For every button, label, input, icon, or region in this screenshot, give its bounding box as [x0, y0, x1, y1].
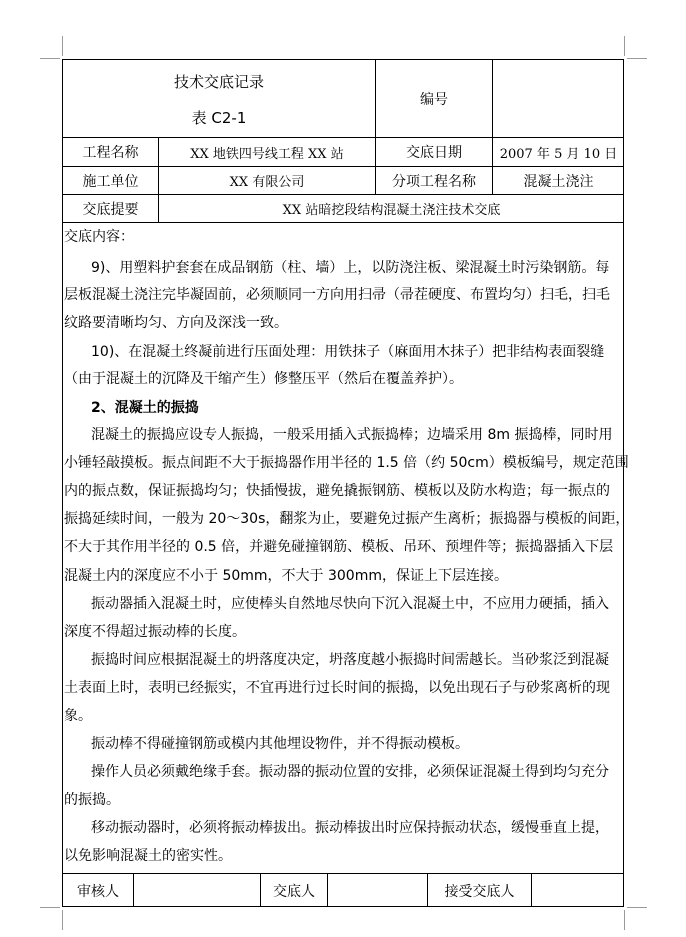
content-line: 以免影响混凝土的密实性。: [64, 848, 232, 864]
project-name-label: 工程名称: [82, 145, 139, 161]
disclosure-form: [62, 59, 630, 907]
content-line: 振动棒不得碰撞钢筋或模内其他埋设物件，并不得振动模板。: [91, 736, 469, 752]
reviewer-label: 审核人: [77, 883, 119, 900]
form-title: 技术交底记录: [173, 72, 264, 91]
number-value[interactable]: [493, 60, 624, 137]
unit-label: 施工单位: [82, 173, 139, 190]
content-line: 小锤轻敲摸板。振点间距不大于振捣器作用半径的 1.5 倍（约 50cm）模板编号，规定范围: [64, 455, 629, 471]
content-label: 交底内容：: [64, 229, 134, 245]
summary-text: XX 站暗挖段结构混凝土浇注技术交底: [282, 203, 501, 218]
number-label: 编号: [420, 91, 448, 108]
content-line: 振捣时间应根据混凝土的坍落度决定，坍落度越小振捣时间需越长。当砂浆泛到混凝: [91, 652, 609, 668]
content-line: 混凝土内的深度应不小于 50mm，不大于 300mm，保证上下层连接。: [64, 568, 508, 584]
discloser-signature[interactable]: [328, 874, 427, 907]
summary-label: 交底提要: [82, 201, 139, 218]
section-heading: 2、混凝土的振捣: [91, 400, 199, 416]
content-line: 移动振动器时，必须将振动棒拔出。振动棒拔出时应保持振动状态，缓慢垂直上提，: [91, 820, 609, 836]
content-line: 内的振点数，保证振捣均匀；快插慢拔，避免撬振钢筋、模板以及防水构造；每一振点的: [64, 483, 610, 499]
subproject-label: 分项工程名称: [392, 173, 476, 190]
construction-unit: XX 有限公司: [229, 175, 305, 190]
form-number: 表 C2-1: [191, 108, 247, 127]
date-label: 交底日期: [406, 145, 462, 161]
crop-mark: [627, 58, 647, 59]
content-line: 振捣延续时间，一般为 20～30s，翻浆为止，要避免过振产生离析；振捣器与模板的间距，: [64, 511, 630, 527]
project-name: XX 地铁四号线工程 XX 站: [190, 146, 344, 162]
content-line: 9)、用塑料护套套在成品钢筋（柱、墙）上，以防浇注板、梁混凝土时污染钢筋。每: [91, 260, 610, 276]
receiver-signature[interactable]: [532, 874, 624, 907]
content-line: 混凝土的振捣应设专人振捣，一般采用插入式振捣棒；边墙采用 8m 振捣棒，同时用: [91, 427, 613, 443]
content-line: 纹路要清晰均匀、方向及深浅一致。: [64, 315, 288, 331]
content-line: 不大于其作用半径的 0.5 倍，并避免碰撞钢筋、模板、吊环、预埋件等；振捣器插入下层: [64, 539, 614, 555]
content-line: 层板混凝土浇注完毕凝固前，必须顺同一方向用扫帚（帚茬硬度、布置均匀）扫毛，扫毛: [64, 287, 610, 303]
discloser-label: 交底人: [273, 883, 315, 900]
crop-mark: [624, 910, 625, 930]
disclosure-date: 2007 年 5 月 10 日: [499, 146, 618, 162]
crop-mark: [627, 907, 647, 908]
content-line: 象。: [64, 708, 92, 724]
crop-mark: [62, 36, 63, 56]
content-line: 操作人员必须戴绝缘手套。振动器的振动位置的安排，必须保证混凝土得到均匀充分: [91, 764, 609, 780]
content-line: 土表面上时，表明已经振实，不宜再进行过长时间的振捣，以免出现石子与砂浆离析的现: [64, 680, 610, 696]
divider: [63, 222, 623, 223]
content-line: 振动器插入混凝土时，应使棒头自然地尽快向下沉入混凝土中，不应用力硬插，插入: [91, 596, 609, 612]
crop-mark: [624, 36, 625, 56]
content-line: 10)、在混凝土终凝前进行压面处理：用铁抹子（麻面用木抹子）把非结构表面裂缝: [91, 344, 605, 360]
reviewer-signature[interactable]: [134, 874, 260, 907]
crop-mark: [40, 58, 60, 59]
receiver-label: 接受交底人: [444, 883, 515, 900]
content-line: 深度不得超过振动棒的长度。: [64, 624, 246, 640]
crop-mark: [40, 907, 60, 908]
crop-mark: [62, 910, 63, 930]
content-line: 的振捣。: [64, 792, 120, 808]
subproject-name: 混凝土浇注: [523, 173, 594, 190]
content-line: （由于混凝土的沉降及干缩产生）修整压平（然后在覆盖养护）。: [64, 371, 463, 387]
